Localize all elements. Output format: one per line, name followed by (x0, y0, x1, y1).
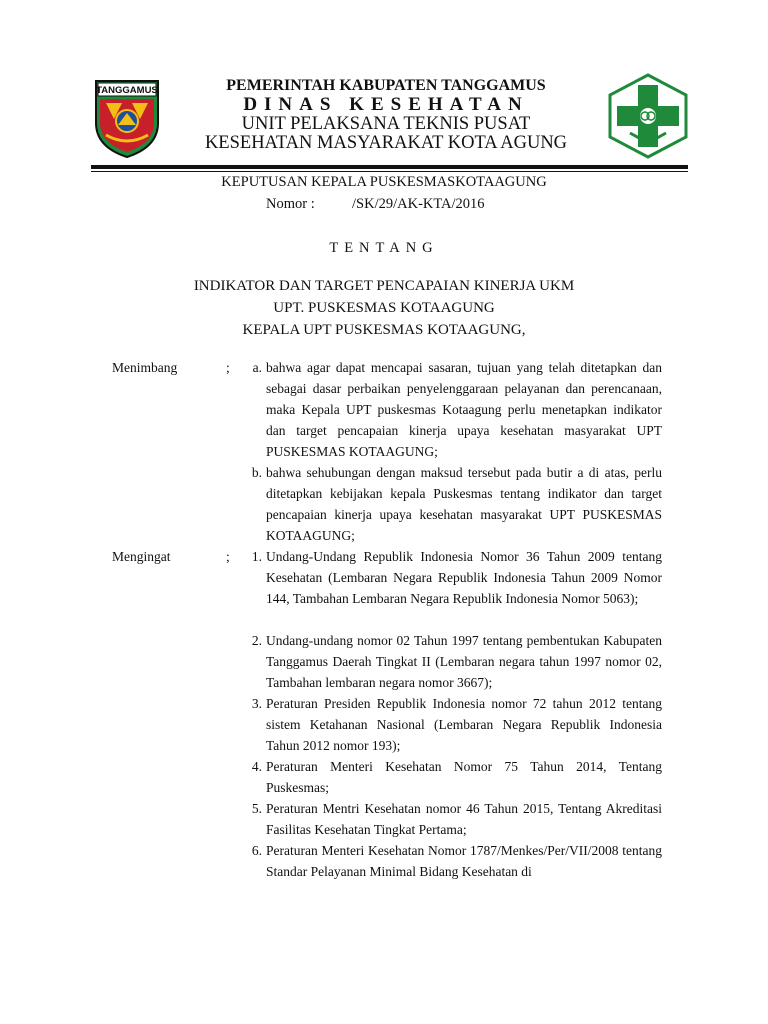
mengingat-marker: 5. (251, 801, 262, 816)
mengingat-label: Mengingat (112, 549, 171, 564)
header-divider-thick (91, 165, 688, 169)
decree-number-value: /SK/29/AK-KTA/2016 (352, 196, 485, 212)
header-government-line: PEMERINTAH KABUPATEN TANGGAMUS (226, 77, 546, 94)
menimbang-marker: a. (252, 360, 262, 375)
tentang-heading: TENTANG (329, 240, 439, 256)
header-center-line: KESEHATAN MASYARAKAT KOTA AGUNG (204, 133, 568, 153)
puskesmas-logo (608, 73, 688, 159)
menimbang-separator: ; (226, 360, 230, 375)
mengingat-marker: 4. (251, 759, 262, 774)
emblem-text: TANGGAMUS (96, 85, 158, 96)
menimbang-item-text: bahwa agar dapat mencapai sasaran, tujuan yang telah ditetapkan dan sebagai dasar perbaikan penyelenggaraan pelayanan dan perencanaan, maka Kepala UPT puskesmas Kotaagung perlu menetapkan indikator dan target pencapaian kinerja upaya kesehatan masyarakat UPT PUSKESMAS KOTAAGUNG; (266, 360, 662, 459)
header-unit-line: UNIT PELAKSANA TEKNIS PUSAT (241, 114, 531, 134)
mengingat-item-text: Undang-Undang Republik Indonesia Nomor 36 Tahun 2009 tentang Kesehatan (Lembaran Negara Republik Indonesia Tahun 2009 Nomor 144, Tambahan Lembaran Negara Republik Indonesia Nomor 5063); (266, 549, 662, 606)
mengingat-marker: 2. (251, 633, 262, 648)
menimbang-label: Menimbang (112, 360, 178, 375)
mengingat-item-text: Undang-undang nomor 02 Tahun 1997 tentang pembentukan Kabupaten Tanggamus Daerah Tingkat II (Lembaran negara tahun 1997 nomor 02, Tambahan lembaran negara nomor 3667); (266, 633, 662, 690)
mengingat-item-text: Peraturan Menteri Kesehatan Nomor 1787/Menkes/Per/VII/2008 tentang Standar Pelayanan Minimal Bidang Kesehatan di (266, 843, 662, 879)
menimbang-marker: b. (251, 465, 262, 480)
header-agency-line: DINAS KESEHATAN (243, 94, 529, 115)
subject-line-2: UPT. PUSKESMAS KOTAAGUNG (273, 300, 495, 316)
mengingat-item-text: Peraturan Mentri Kesehatan nomor 46 Tahun 2015, Tentang Akreditasi Fasilitas Kesehatan Tingkat Pertama; (266, 801, 662, 837)
mengingat-item-text: Peraturan Presiden Republik Indonesia nomor 72 tahun 2012 tentang sistem Ketahanan Nasional (Lembaran Negara Republik Indonesia Tahun 2012 nomor 193); (266, 696, 662, 753)
mengingat-marker: 6. (251, 843, 262, 858)
mengingat-separator: ; (226, 549, 230, 564)
menimbang-item-text: bahwa sehubungan dengan maksud tersebut pada butir a di atas, perlu ditetapkan kebijakan kepala Puskesmas tentang indikator dan target pencapaian kinerja upaya kesehatan masyarakat UPT PUSKESMAS KOTAAGUNG; (266, 465, 662, 543)
subject-line-3: KEPALA UPT PUSKESMAS KOTAAGUNG, (242, 322, 526, 338)
subject-line-1: INDIKATOR DAN TARGET PENCAPAIAN KINERJA UKM (193, 278, 575, 294)
mengingat-marker: 1. (251, 549, 262, 564)
tanggamus-emblem-logo (92, 75, 162, 159)
header-divider-thin (91, 171, 688, 172)
decree-title: KEPUTUSAN KEPALA PUSKESMASKOTAAGUNG (221, 174, 547, 190)
mengingat-item-text: Peraturan Menteri Kesehatan Nomor 75 Tahun 2014, Tentang Puskesmas; (266, 759, 662, 795)
decree-number-label: Nomor : (266, 196, 315, 212)
mengingat-marker: 3. (251, 696, 262, 711)
